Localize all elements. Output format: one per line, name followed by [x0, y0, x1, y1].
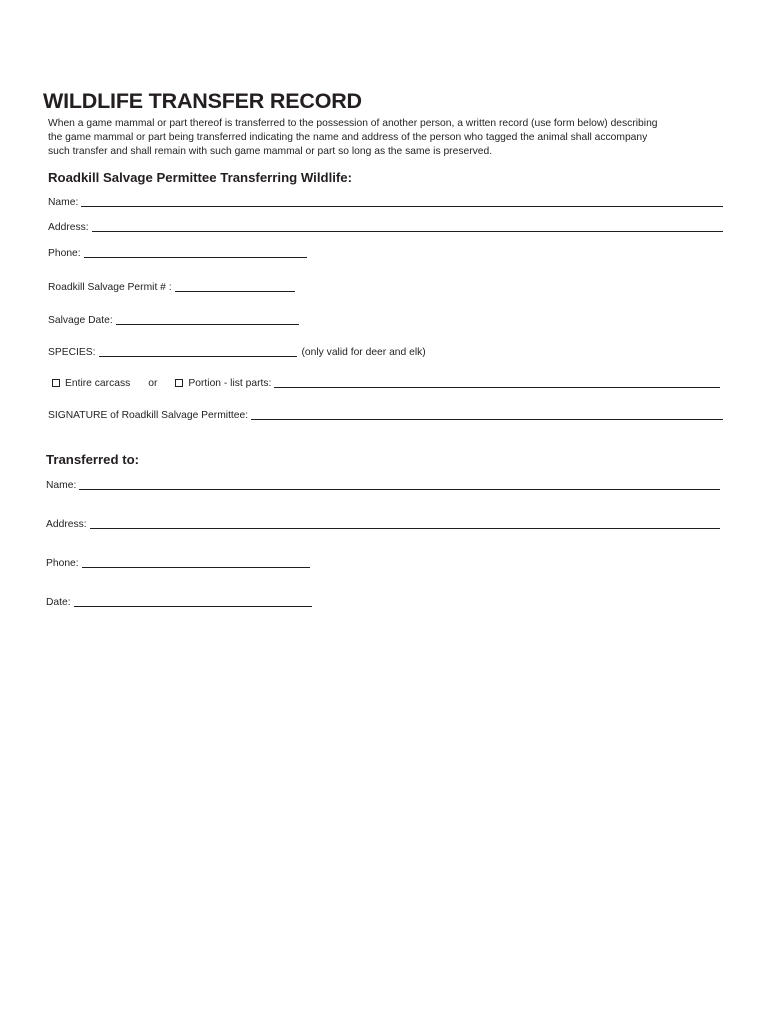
recipient-address-row: [46, 517, 720, 530]
signature-field[interactable]: [251, 409, 723, 420]
permit-number-row: [48, 280, 295, 293]
entire-carcass-option[interactable]: [52, 378, 130, 389]
signature-label: SIGNATURE of Roadkill Salvage Permittee:: [48, 410, 249, 421]
permittee-phone-field[interactable]: [84, 247, 307, 258]
recipient-phone-row: [46, 556, 310, 569]
recipient-address-field[interactable]: [90, 518, 720, 529]
salvage-date-field[interactable]: [116, 314, 299, 325]
intro-line: the game mammal or part being transferred indicating the name and address of the person who tagged the animal shall accompany: [48, 132, 648, 144]
recipient-date-field[interactable]: [74, 596, 312, 607]
permittee-section-heading: Roadkill Salvage Permittee Transferring Wildlife:: [48, 170, 353, 185]
recipient-name-field[interactable]: [79, 479, 720, 490]
portion-parts-field[interactable]: [274, 377, 720, 388]
recipient-date-row: [46, 595, 312, 608]
signature-row: [48, 408, 723, 421]
intro-paragraph: [48, 117, 738, 160]
salvage-date-row: [48, 313, 299, 326]
form-title: WILDLIFE TRANSFER RECORD: [43, 89, 362, 113]
permittee-name-row: [48, 195, 723, 208]
portion-option[interactable]: [175, 378, 274, 389]
permittee-address-row: [48, 220, 723, 233]
permittee-name-field[interactable]: [81, 196, 723, 207]
recipient-phone-label: Phone:: [46, 558, 79, 569]
recipient-name-label: Name:: [46, 480, 77, 491]
recipient-name-row: [46, 478, 720, 491]
recipient-phone-field[interactable]: [82, 557, 310, 568]
transferred-to-heading: Transferred to:: [46, 452, 140, 467]
permittee-name-label: Name:: [48, 197, 79, 208]
permit-number-label: Roadkill Salvage Permit # :: [48, 282, 172, 293]
portion-label: Portion - list parts:: [188, 378, 272, 389]
or-label: or: [148, 378, 158, 389]
species-label: SPECIES:: [48, 347, 96, 358]
species-field[interactable]: [99, 346, 297, 357]
intro-line: When a game mammal or part thereof is transferred to the possession of another person, a written record (use form below) describing: [48, 118, 658, 129]
species-note: (only valid for deer and elk): [301, 347, 426, 358]
permit-number-field[interactable]: [175, 281, 295, 292]
permittee-address-field[interactable]: [92, 221, 723, 232]
carcass-options-row: [52, 376, 720, 389]
intro-line: such transfer and shall remain with such game mammal or part so long as the same is preserved.: [48, 146, 493, 158]
permittee-phone-label: Phone:: [48, 248, 81, 259]
permittee-address-label: Address:: [48, 222, 89, 233]
permittee-phone-row: [48, 246, 307, 259]
recipient-address-label: Address:: [46, 519, 87, 530]
salvage-date-label: Salvage Date:: [48, 315, 113, 326]
entire-carcass-checkbox[interactable]: [52, 379, 60, 387]
entire-carcass-label: Entire carcass: [65, 378, 131, 389]
portion-checkbox[interactable]: [175, 379, 183, 387]
species-row: [48, 345, 426, 358]
recipient-date-label: Date:: [46, 597, 71, 608]
